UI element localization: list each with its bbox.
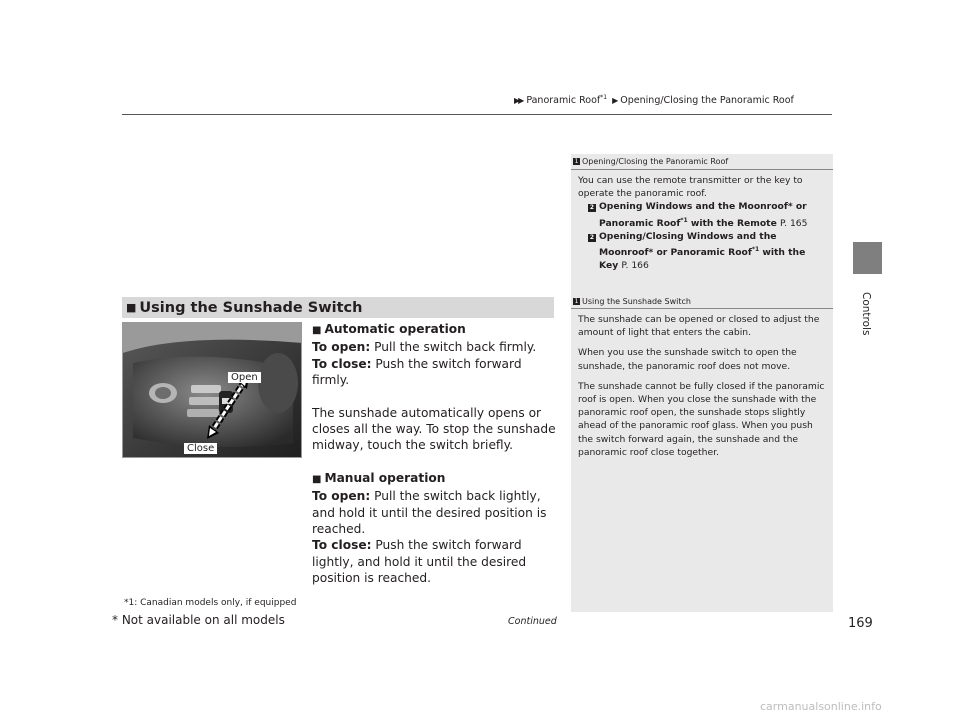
photo-label-open: Open [228, 372, 261, 383]
cross-reference-icon: 2 [589, 233, 595, 241]
note-icon: 1 [574, 158, 579, 165]
manual-open-line: To open: Pull the switch back lightly, and hold it until the desired position is reached. [312, 489, 547, 537]
watermark: carmanualsonline.info [760, 700, 882, 713]
breadcrumb-part1-footnote: *1 [600, 94, 608, 101]
sunshade-switch-photo [122, 322, 302, 458]
note-body-opening: You can use the remote transmitter or the key to operate the panoramic roof. 2 Opening Windows and the Moonroof* or Panoramic Roof$^{*1}$ with the Remote P. 165 2 Opening/Closing Windows and the Moonroof* or Panoramic Roof$^{*1}$ with the Key P. 166 [578, 174, 828, 273]
header-divider [122, 114, 832, 115]
body-text [312, 321, 558, 587]
section-heading [122, 297, 554, 318]
cross-reference-icon: 2 [589, 204, 595, 212]
chapter-tab-label: Controls [860, 292, 872, 336]
footnote: *1: Canadian models only, if equipped [124, 598, 297, 608]
auto-paragraph: The sunshade automatically opens or closes all the way. To stop the sunshade midway, touch the switch briefly. [312, 405, 556, 453]
square-bullet-icon: ■ [312, 325, 322, 336]
continued-label: Continued [508, 616, 557, 627]
breadcrumb-arrow-icon: ▶ [612, 96, 617, 106]
section-title: Using the Sunshade Switch [139, 299, 363, 316]
breadcrumb-part2: Opening/Closing the Panoramic Roof [620, 95, 794, 107]
note-title-sunshade: 1 Using the Sunshade Switch [574, 297, 691, 306]
auto-open-line: To open: Pull the switch back firmly. [312, 340, 537, 355]
square-bullet-icon: ■ [312, 473, 322, 485]
availability-note: * Not available on all models [112, 613, 285, 627]
page-number: 169 [848, 616, 873, 631]
chapter-tab [854, 292, 880, 352]
note-title-opening: 1 Opening/Closing the Panoramic Roof [574, 157, 729, 166]
note-icon: 1 [574, 298, 579, 305]
note-divider [571, 308, 833, 309]
cross-reference-link-cont[interactable]: Panoramic Roof$^{*1}$ with the Remote P. 165 [599, 216, 808, 229]
note-body-sunshade: The sunshade can be opened or closed to adjust the amount of light that enters the cabin. When you use the sunshade switch to open the sunshade, the panoramic roof does not move. The sunshade cannot be fully closed if the panoramic roof is open. When you close the sunshade with the panoramic roof open, the sunshade stops slightly ahead of the panoramic roof glass. When you push the switch forward again, the sunshade and the panoramic roof close together. [578, 314, 825, 458]
manual-close-line: To close: Push the switch forward lightly, and hold it until the desired position is reached. [312, 538, 527, 586]
cross-reference-link-cont[interactable]: Moonroof* or Panoramic Roof$^{*1}$ with the [599, 246, 806, 259]
breadcrumb-arrow-icon: ▶▶ [514, 96, 523, 106]
cross-reference-link[interactable]: 2 Opening/Closing Windows and the [589, 230, 777, 242]
subheading-manual: ■ Manual operation [312, 470, 446, 485]
square-bullet-icon: ■ [126, 301, 137, 314]
photo-label-close: Close [184, 443, 217, 454]
breadcrumb-part1: Panoramic Roof [526, 95, 601, 107]
cross-reference-link[interactable]: 2 Opening Windows and the Moonroof* or [589, 201, 807, 213]
subheading-automatic: ■ Automatic operation [312, 322, 466, 336]
breadcrumb [514, 94, 794, 106]
chapter-tab-marker [853, 242, 882, 274]
note-divider [571, 169, 833, 170]
cross-reference-link-cont[interactable]: Key P. 166 [599, 260, 649, 272]
auto-close-line: To close: Push the switch forward firmly. [312, 356, 522, 388]
